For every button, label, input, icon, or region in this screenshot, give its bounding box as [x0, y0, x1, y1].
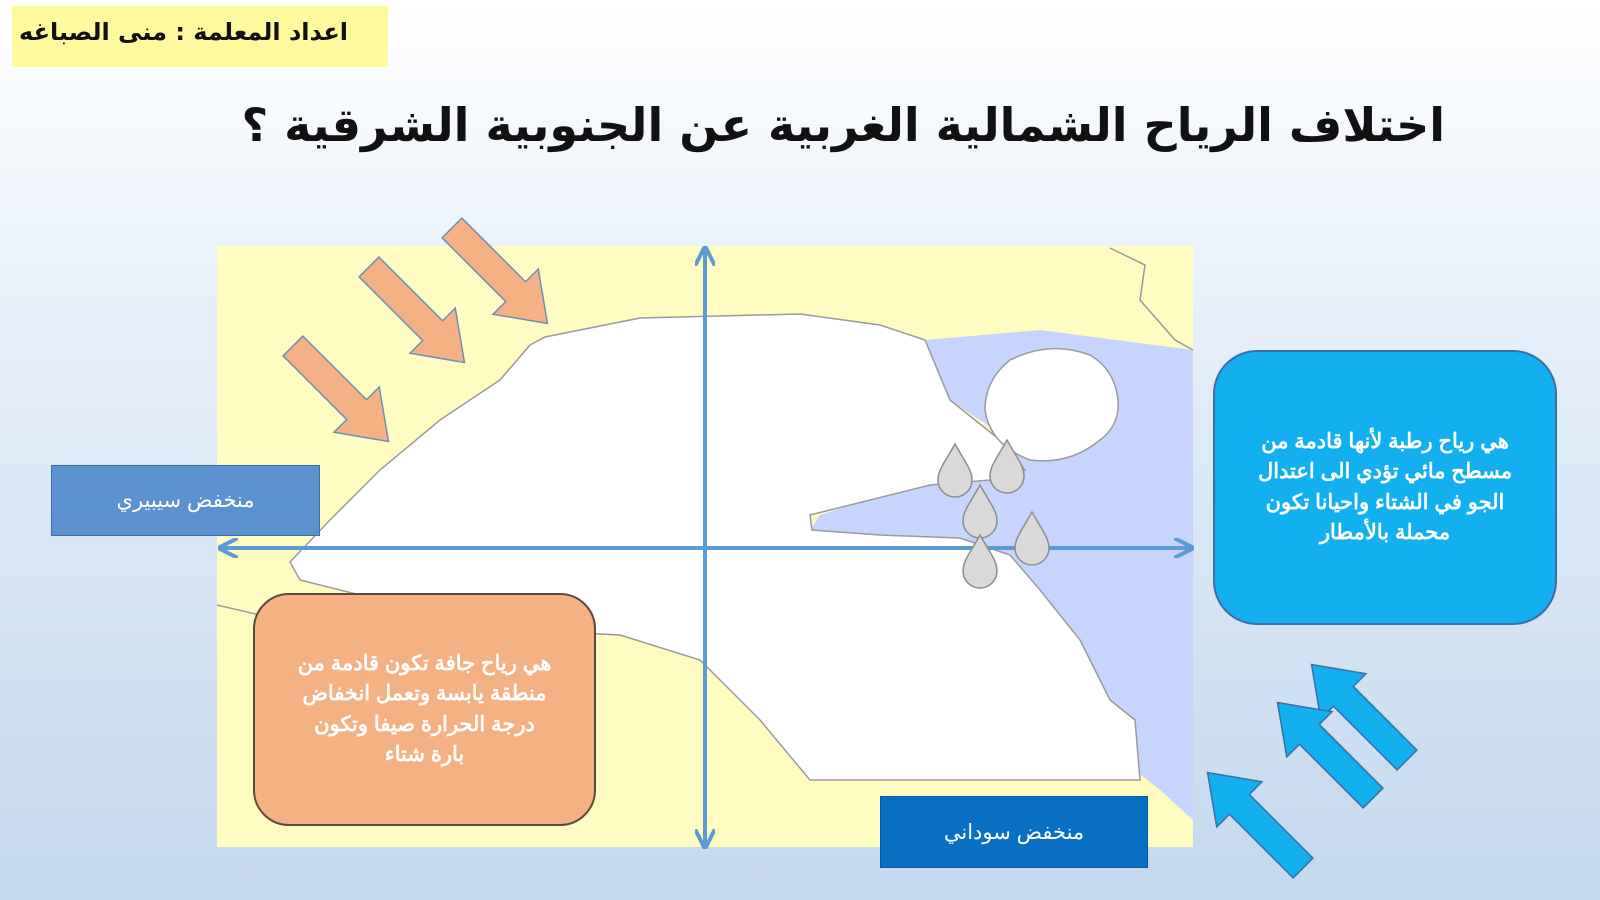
southeast-winds-callout — [1213, 350, 1557, 625]
siberian-low-label: منخفض سيبيري — [51, 465, 320, 536]
callout-line: هي رياح جافة تكون قادمة من — [297, 651, 552, 675]
callout-line: محملة بالأمطار — [1319, 520, 1451, 544]
callout-line: منطقة يابسة وتعمل انخفاض — [302, 682, 547, 706]
callout-line: بارة شتاء — [384, 742, 465, 766]
callout-line: درجة الحرارة صيفا وتكون — [314, 712, 535, 736]
southeast-wind-arrows — [1185, 642, 1430, 891]
sudanese-low-label: منخفض سوداني — [880, 796, 1148, 868]
author-label: اعداد المعلمة : منى الصباغه — [19, 18, 348, 46]
page-title: اختلاف الرياح الشمالية الغربية عن الجنوبية الشرقية ؟ — [241, 98, 1445, 152]
arrow-northwest-icon — [1185, 750, 1326, 891]
callout-line: مسطح مائي تؤدي الى اعتدال — [1257, 460, 1513, 484]
northwest-winds-callout — [253, 593, 596, 826]
callout-line: هي رياح رطبة لأنها قادمة من — [1261, 429, 1509, 453]
callout-line: الجو في الشتاء واحيانا تكون — [1265, 490, 1505, 514]
